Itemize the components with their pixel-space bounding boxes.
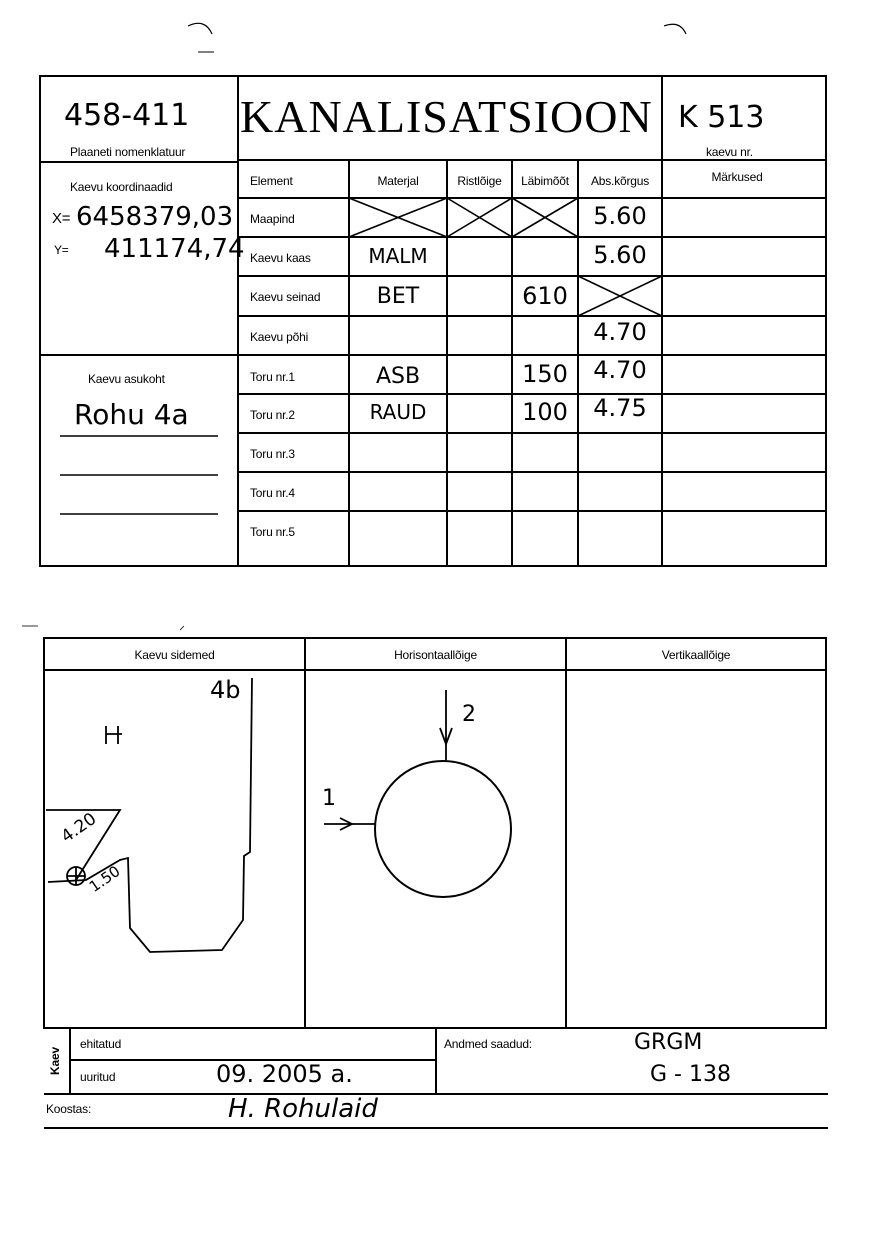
col-abs-height: Abs.kõrgus	[590, 174, 650, 188]
row-element-label: Toru nr.5	[250, 525, 295, 539]
surveyed-value: 09. 2005 a.	[216, 1060, 353, 1088]
col-cross-section: Ristlõige	[457, 174, 502, 188]
row-diameter: 610	[522, 282, 568, 310]
row-material: RAUD	[369, 400, 427, 424]
pipe-2-label: 2	[462, 702, 476, 727]
surveyed-label: uuritud	[80, 1070, 116, 1084]
row-abs-height: 5.60	[593, 202, 647, 230]
row-element-label: Toru nr.1	[250, 370, 295, 384]
form-title: KANALISATSIOON	[240, 91, 653, 142]
nomenclature-value: 458-411	[64, 98, 190, 133]
kaev-label: Kaev	[48, 1047, 62, 1075]
sketch-label-4b: 4b	[210, 676, 241, 704]
col-material: Materjal	[377, 174, 419, 188]
well-number-label: kaevu nr.	[706, 145, 753, 159]
sketch-label-height-150: 1.50	[85, 862, 124, 896]
row-material: MALM	[368, 244, 428, 268]
row-element-label: Toru nr.4	[250, 486, 295, 500]
vertical-section-header: Vertikaallõige	[661, 648, 731, 662]
row-abs-height: 4.70	[593, 318, 647, 346]
data-source-value-1: GRGM	[634, 1030, 703, 1055]
row-abs-height: 5.60	[593, 241, 647, 269]
row-element-label: Toru nr.3	[250, 447, 295, 461]
connections-header: Kaevu sidemed	[134, 648, 215, 662]
row-material: ASB	[375, 364, 421, 389]
y-prefix: Y=	[54, 243, 69, 257]
built-label: ehitatud	[80, 1037, 122, 1051]
compiled-by-label: Koostas:	[46, 1102, 92, 1116]
col-diameter: Läbimõõt	[521, 174, 569, 188]
row-abs-height: 4.70	[593, 356, 647, 384]
location-label: Kaevu asukoht	[88, 372, 165, 386]
y-coordinate-value: 411174,74	[104, 234, 245, 264]
row-material: BET	[376, 284, 420, 309]
row-diameter: 150	[522, 360, 568, 388]
row-element-label: Kaevu põhi	[250, 330, 309, 344]
row-abs-height: 4.75	[593, 394, 647, 422]
x-prefix: X=	[52, 210, 71, 227]
row-diameter: 100	[522, 398, 568, 426]
row-element-label: Toru nr.2	[250, 408, 295, 422]
horizontal-section-header: Horisontaallõige	[394, 648, 477, 662]
sketch-label-height-420: 4.20	[57, 808, 101, 848]
col-element: Element	[250, 174, 293, 188]
coordinates-label: Kaevu koordinaadid	[70, 180, 173, 194]
compiled-by-value: H. Rohulaid	[228, 1094, 378, 1124]
nomenclature-label: Plaaneti nomenklatuur	[70, 145, 186, 159]
pipe-1-label: 1	[322, 786, 336, 811]
row-element-label: Kaevu seinad	[250, 290, 321, 304]
location-value: Rohu 4a	[74, 398, 189, 431]
row-element-label: Maapind	[250, 212, 295, 226]
x-coordinate-value: 6458379,03	[76, 202, 234, 232]
row-element-label: Kaevu kaas	[250, 251, 311, 265]
data-source-value-2: G - 138	[650, 1062, 731, 1087]
data-source-label: Andmed saadud:	[444, 1037, 532, 1051]
col-notes: Märkused	[711, 170, 763, 184]
well-number-value: K 513	[678, 100, 765, 135]
